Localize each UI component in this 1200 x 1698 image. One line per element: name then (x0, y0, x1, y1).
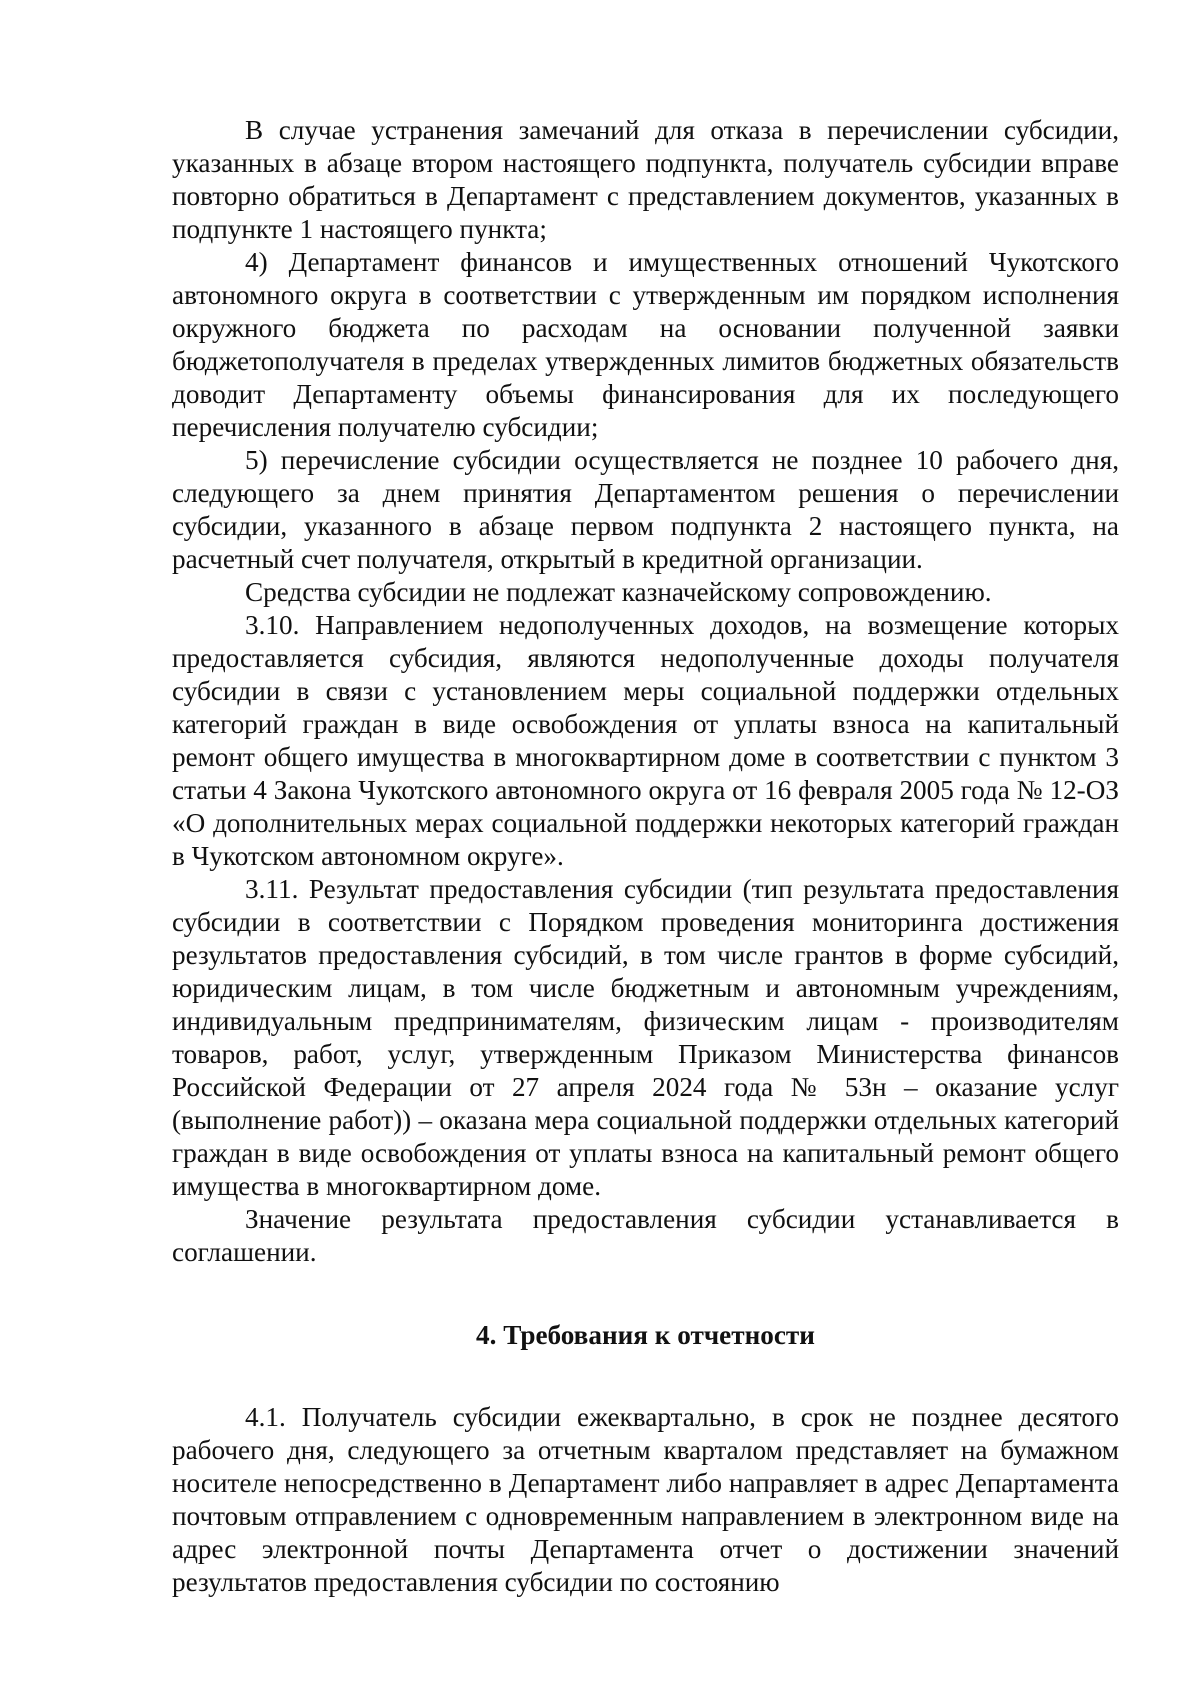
paragraph-item-4: 4) Департамент финансов и имущественных отношений Чукотского автономного округа в соответствии с утвержденным им порядком исполнения окружного бюджета по расходам на основании полученной заявки бюджетополучателя в пределах утвержденных лимитов бюджетных обязательств доводит Департаменту объемы финансирования для их последующего перечисления получателю субсидии; (172, 247, 1119, 442)
paragraph-4-1: 4.1. Получатель субсидии ежеквартально, в срок не позднее десятого рабочего дня, следующего за отчетным кварталом представляет на бумажном носителе непосредственно в Департамент либо направляет в адрес Департамента почтовым отправлением с одновременным направлением в электронном виде на адрес электронной почты Департамента отчет о достижении значений результатов предоставления субсидии по состоянию (172, 1402, 1119, 1597)
section-heading: 4. Требования к отчетности (476, 1320, 815, 1350)
document-body (172, 114, 1119, 1599)
paragraph-subsidy-remarks: В случае устранения замечаний для отказа в перечислении субсидии, указанных в абзаце втором настоящего подпункта, получатель субсидии вправе повторно обратиться в Департамент с представлением документов, указанных в подпункте 1 настоящего пункта; (172, 115, 1119, 244)
paragraph-item-5: 5) перечисление субсидии осуществляется не позднее 10 рабочего дня, следующего за днем принятия Департаментом решения о перечислении субсидии, указанного в абзаце первом подпункта 2 настоящего пункта, на расчетный счет получателя, открытый в кредитной организации. (172, 445, 1119, 574)
paragraph-3-10: 3.10. Направлением недополученных доходов, на возмещение которых предоставляется субсидия, являются недополученные доходы получателя субсидии в связи с установлением меры социальной поддержки отдельных категорий граждан в виде освобождения от уплаты взноса на капитальный ремонт общего имущества в многоквартирном доме в соответствии с пунктом 3 статьи 4 Закона Чукотского автономного округа от 16 февраля 2005 года № 12-ОЗ «О дополнительных мерах социальной поддержки некоторых категорий граждан в Чукотском автономном округе». (172, 610, 1119, 871)
paragraph-3-11: 3.11. Результат предоставления субсидии (тип результата предоставления субсидии в соответствии с Порядком проведения мониторинга достижения результатов предоставления субсидий, в том числе грантов в форме субсидий, юридическим лицам, в том числе бюджетным и автономным учреждениям, индивидуальным предпринимателям, физическим лицам - производителям товаров, работ, услуг, утвержденным Приказом Министерства финансов Российской Федерации от 27 апреля 2024 года № 53н – оказание услуг (выполнение работ)) – оказана мера социальной поддержки отдельных категорий граждан в виде освобождения от уплаты взноса на капитальный ремонт общего имущества в многоквартирном доме. (172, 874, 1119, 1201)
paragraph-result-value: Значение результата предоставления субсидии устанавливается в соглашении. (172, 1204, 1119, 1267)
paragraph-treasury-support: Средства субсидии не подлежат казначейскому сопровождению. (245, 577, 992, 607)
